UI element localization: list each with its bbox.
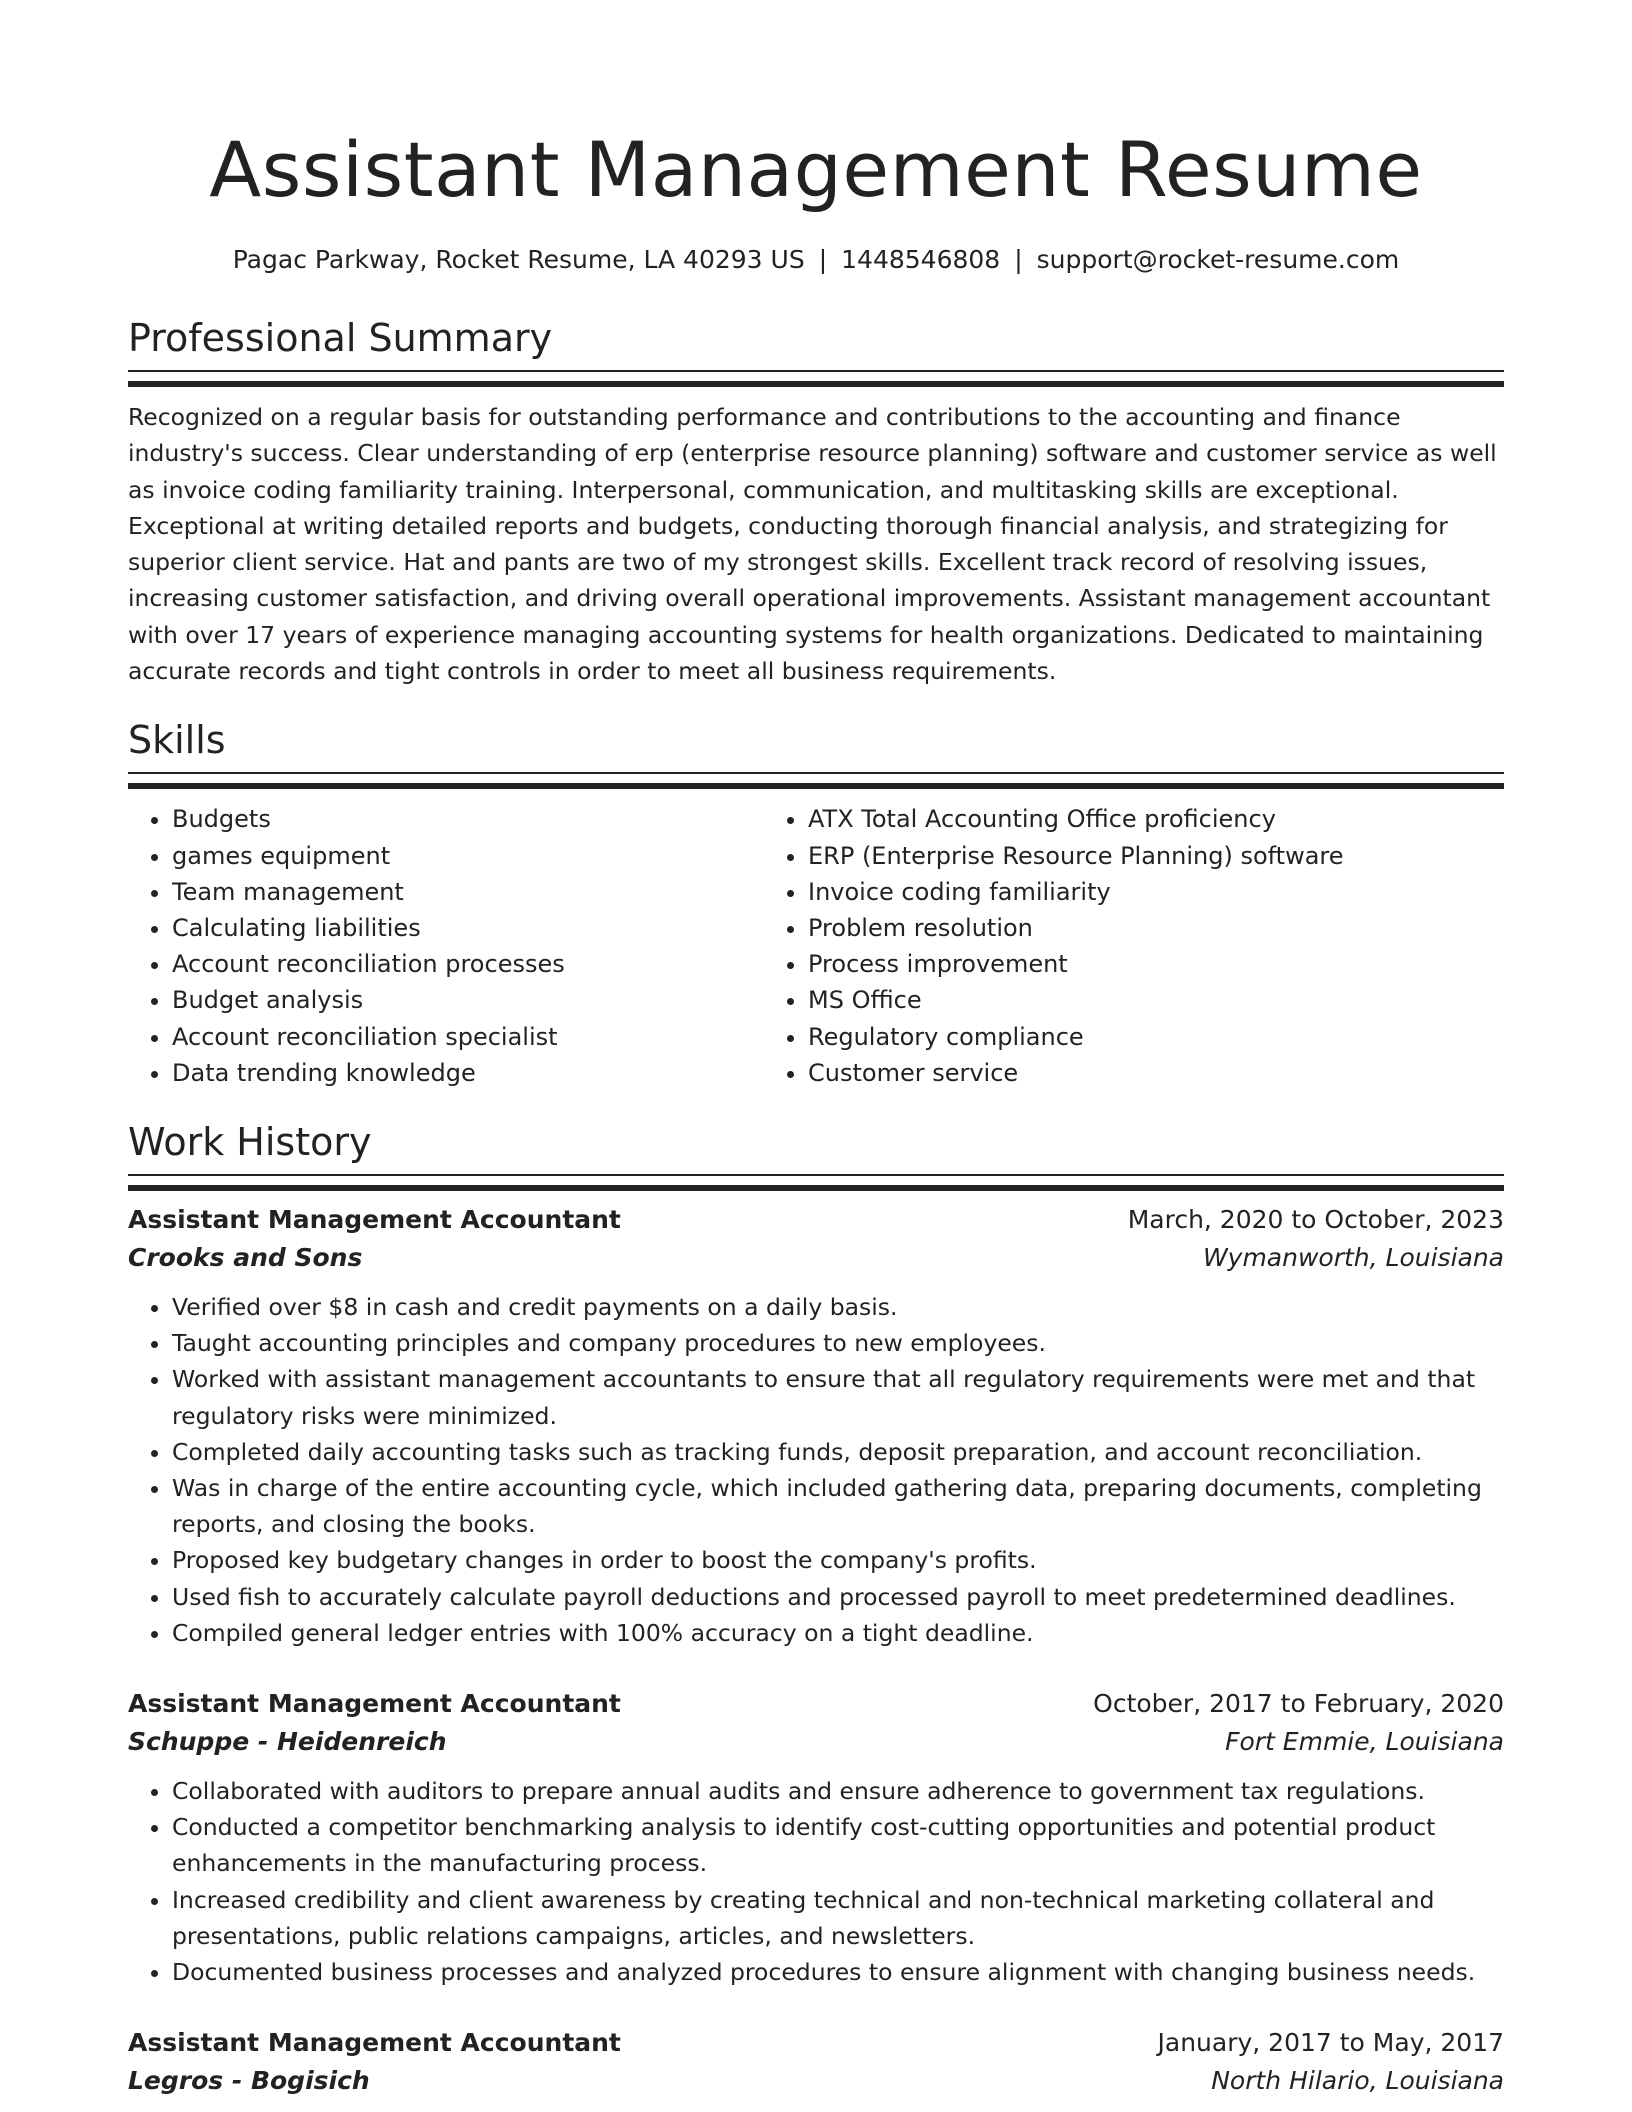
duty-item: • Collaborated with auditors to prepare annual audits and ensure adherence to government tax regulations. (172, 1773, 1504, 1809)
job-header (128, 2024, 1504, 2062)
skill-item: • Account reconciliation specialist (172, 1019, 762, 1055)
skill-item: • Problem resolution (808, 910, 1504, 946)
job-header (128, 1685, 1504, 1723)
job-subheader (128, 1239, 1504, 1277)
section-divider (128, 370, 1504, 387)
duty-item: • Taught accounting principles and company procedures to new employees. (172, 1325, 1504, 1361)
skills-list-right (762, 801, 1504, 1091)
job-dates: March, 2020 to October, 2023 (1127, 1205, 1504, 1234)
skill-item: • Team management (172, 874, 762, 910)
work-history-section (128, 1118, 1504, 2100)
section-divider (128, 1174, 1504, 1191)
job-company: Crooks and Sons (128, 1243, 363, 1272)
duty-item: • Verified over $8 in cash and credit payments on a daily basis. (172, 1289, 1504, 1325)
job-location: Fort Emmie, Louisiana (1225, 1727, 1504, 1757)
duty-item: • Completed daily accounting tasks such as tracking funds, deposit preparation, and account reconciliation. (172, 1434, 1504, 1470)
skill-item: • Budget analysis (172, 982, 762, 1018)
skill-item: • Budgets (172, 801, 762, 837)
resume-page (128, 0, 1504, 2100)
skill-item: • ATX Total Accounting Office proficiency (808, 801, 1504, 837)
skills-columns (128, 801, 1504, 1091)
job-location: North Hilario, Louisiana (1211, 2066, 1504, 2096)
job-title: Assistant Management Accountant (128, 1689, 621, 1719)
duty-item: • Compiled general ledger entries with 100% accuracy on a tight deadline. (172, 1615, 1504, 1651)
skill-item: • games equipment (172, 838, 762, 874)
contact-phone: 1448546808 (841, 245, 1001, 274)
resume-title: Assistant Management Resume (209, 125, 1423, 214)
job-duties (128, 1289, 1504, 1651)
duty-item: • Proposed key budgetary changes in order to boost the company's profits. (172, 1542, 1504, 1578)
skill-item: • MS Office (808, 982, 1504, 1018)
contact-address: Pagac Parkway, Rocket Resume, LA 40293 US (232, 245, 805, 274)
skill-item: • ERP (Enterprise Resource Planning) software (808, 838, 1504, 874)
job-title: Assistant Management Accountant (128, 2028, 621, 2058)
skills-section (128, 716, 1504, 1091)
duty-item: • Used fish to accurately calculate payroll deductions and processed payroll to meet predetermined deadlines. (172, 1579, 1504, 1615)
job-company: Legros - Bogisich (128, 2066, 370, 2096)
job-header (128, 1201, 1504, 1239)
job-dates: January, 2017 to May, 2017 (1157, 2028, 1504, 2058)
job-title: Assistant Management Accountant (128, 1205, 621, 1234)
job-entry (128, 1685, 1504, 1990)
section-title-work: Work History (128, 1120, 372, 1164)
skill-item: • Process improvement (808, 946, 1504, 982)
job-entry (128, 1201, 1504, 1651)
duty-item: • Documented business processes and analyzed procedures to ensure alignment with changing business needs. (172, 1954, 1504, 1990)
contact-separator: | (818, 245, 828, 274)
duty-item: • Conducted a competitor benchmarking analysis to identify cost-cutting opportunities and potential product enhancements in the manufacturing process. (172, 1809, 1504, 1881)
skill-item: • Invoice coding familiarity (808, 874, 1504, 910)
contact-separator: | (1014, 245, 1023, 274)
job-company: Schuppe - Heidenreich (128, 1727, 447, 1757)
contact-email: support@rocket-resume.com (1036, 245, 1400, 274)
skill-item: • Regulatory compliance (808, 1019, 1504, 1055)
skill-item: • Data trending knowledge (172, 1055, 762, 1091)
section-title-skills: Skills (128, 718, 226, 763)
job-dates: October, 2017 to February, 2020 (1093, 1689, 1504, 1719)
section-divider (128, 772, 1504, 789)
duty-item: • Was in charge of the entire accounting cycle, which included gathering data, preparing documents, completing reports, and closing the books. (172, 1470, 1504, 1542)
skill-item: • Customer service (808, 1055, 1504, 1091)
job-subheader (128, 1723, 1504, 1761)
job-subheader (128, 2062, 1504, 2100)
duty-item: • Increased credibility and client awareness by creating technical and non-technical marketing collateral and presentations, public relations campaigns, articles, and newsletters. (172, 1882, 1504, 1954)
skills-list-left (128, 801, 762, 1091)
section-title-summary: Professional Summary (128, 316, 553, 360)
job-location: Wymanworth, Louisiana (1202, 1243, 1504, 1272)
job-duties (128, 1773, 1504, 1990)
summary-text: Recognized on a regular basis for outstanding performance and contributions to the accounting and finance industry's success. Clear understanding of erp (enterprise resource planning) software and customer service as well as invoice coding familiarity training. Interpersonal, communication, and multitasking skills are exceptional. Exceptional at writing detailed reports and budgets, conducting thorough financial analysis, and strategizing for superior client service. Hat and pants are two of my strongest skills. Excellent track record of resolving issues, increasing customer satisfaction, and driving overall operational improvements. Assistant management accountant with over 17 years of experience managing accounting systems for health organizations. Dedicated to maintaining accurate records and tight controls in order to meet all business requirements. (128, 403, 1497, 686)
skill-item: • Account reconciliation processes (172, 946, 762, 982)
contact-line (128, 244, 1504, 276)
professional-summary-section (128, 314, 1504, 689)
skill-item: • Calculating liabilities (172, 910, 762, 946)
duty-item: • Worked with assistant management accountants to ensure that all regulatory requirements were met and that regulatory risks were minimized. (172, 1361, 1504, 1433)
job-entry (128, 2024, 1504, 2100)
